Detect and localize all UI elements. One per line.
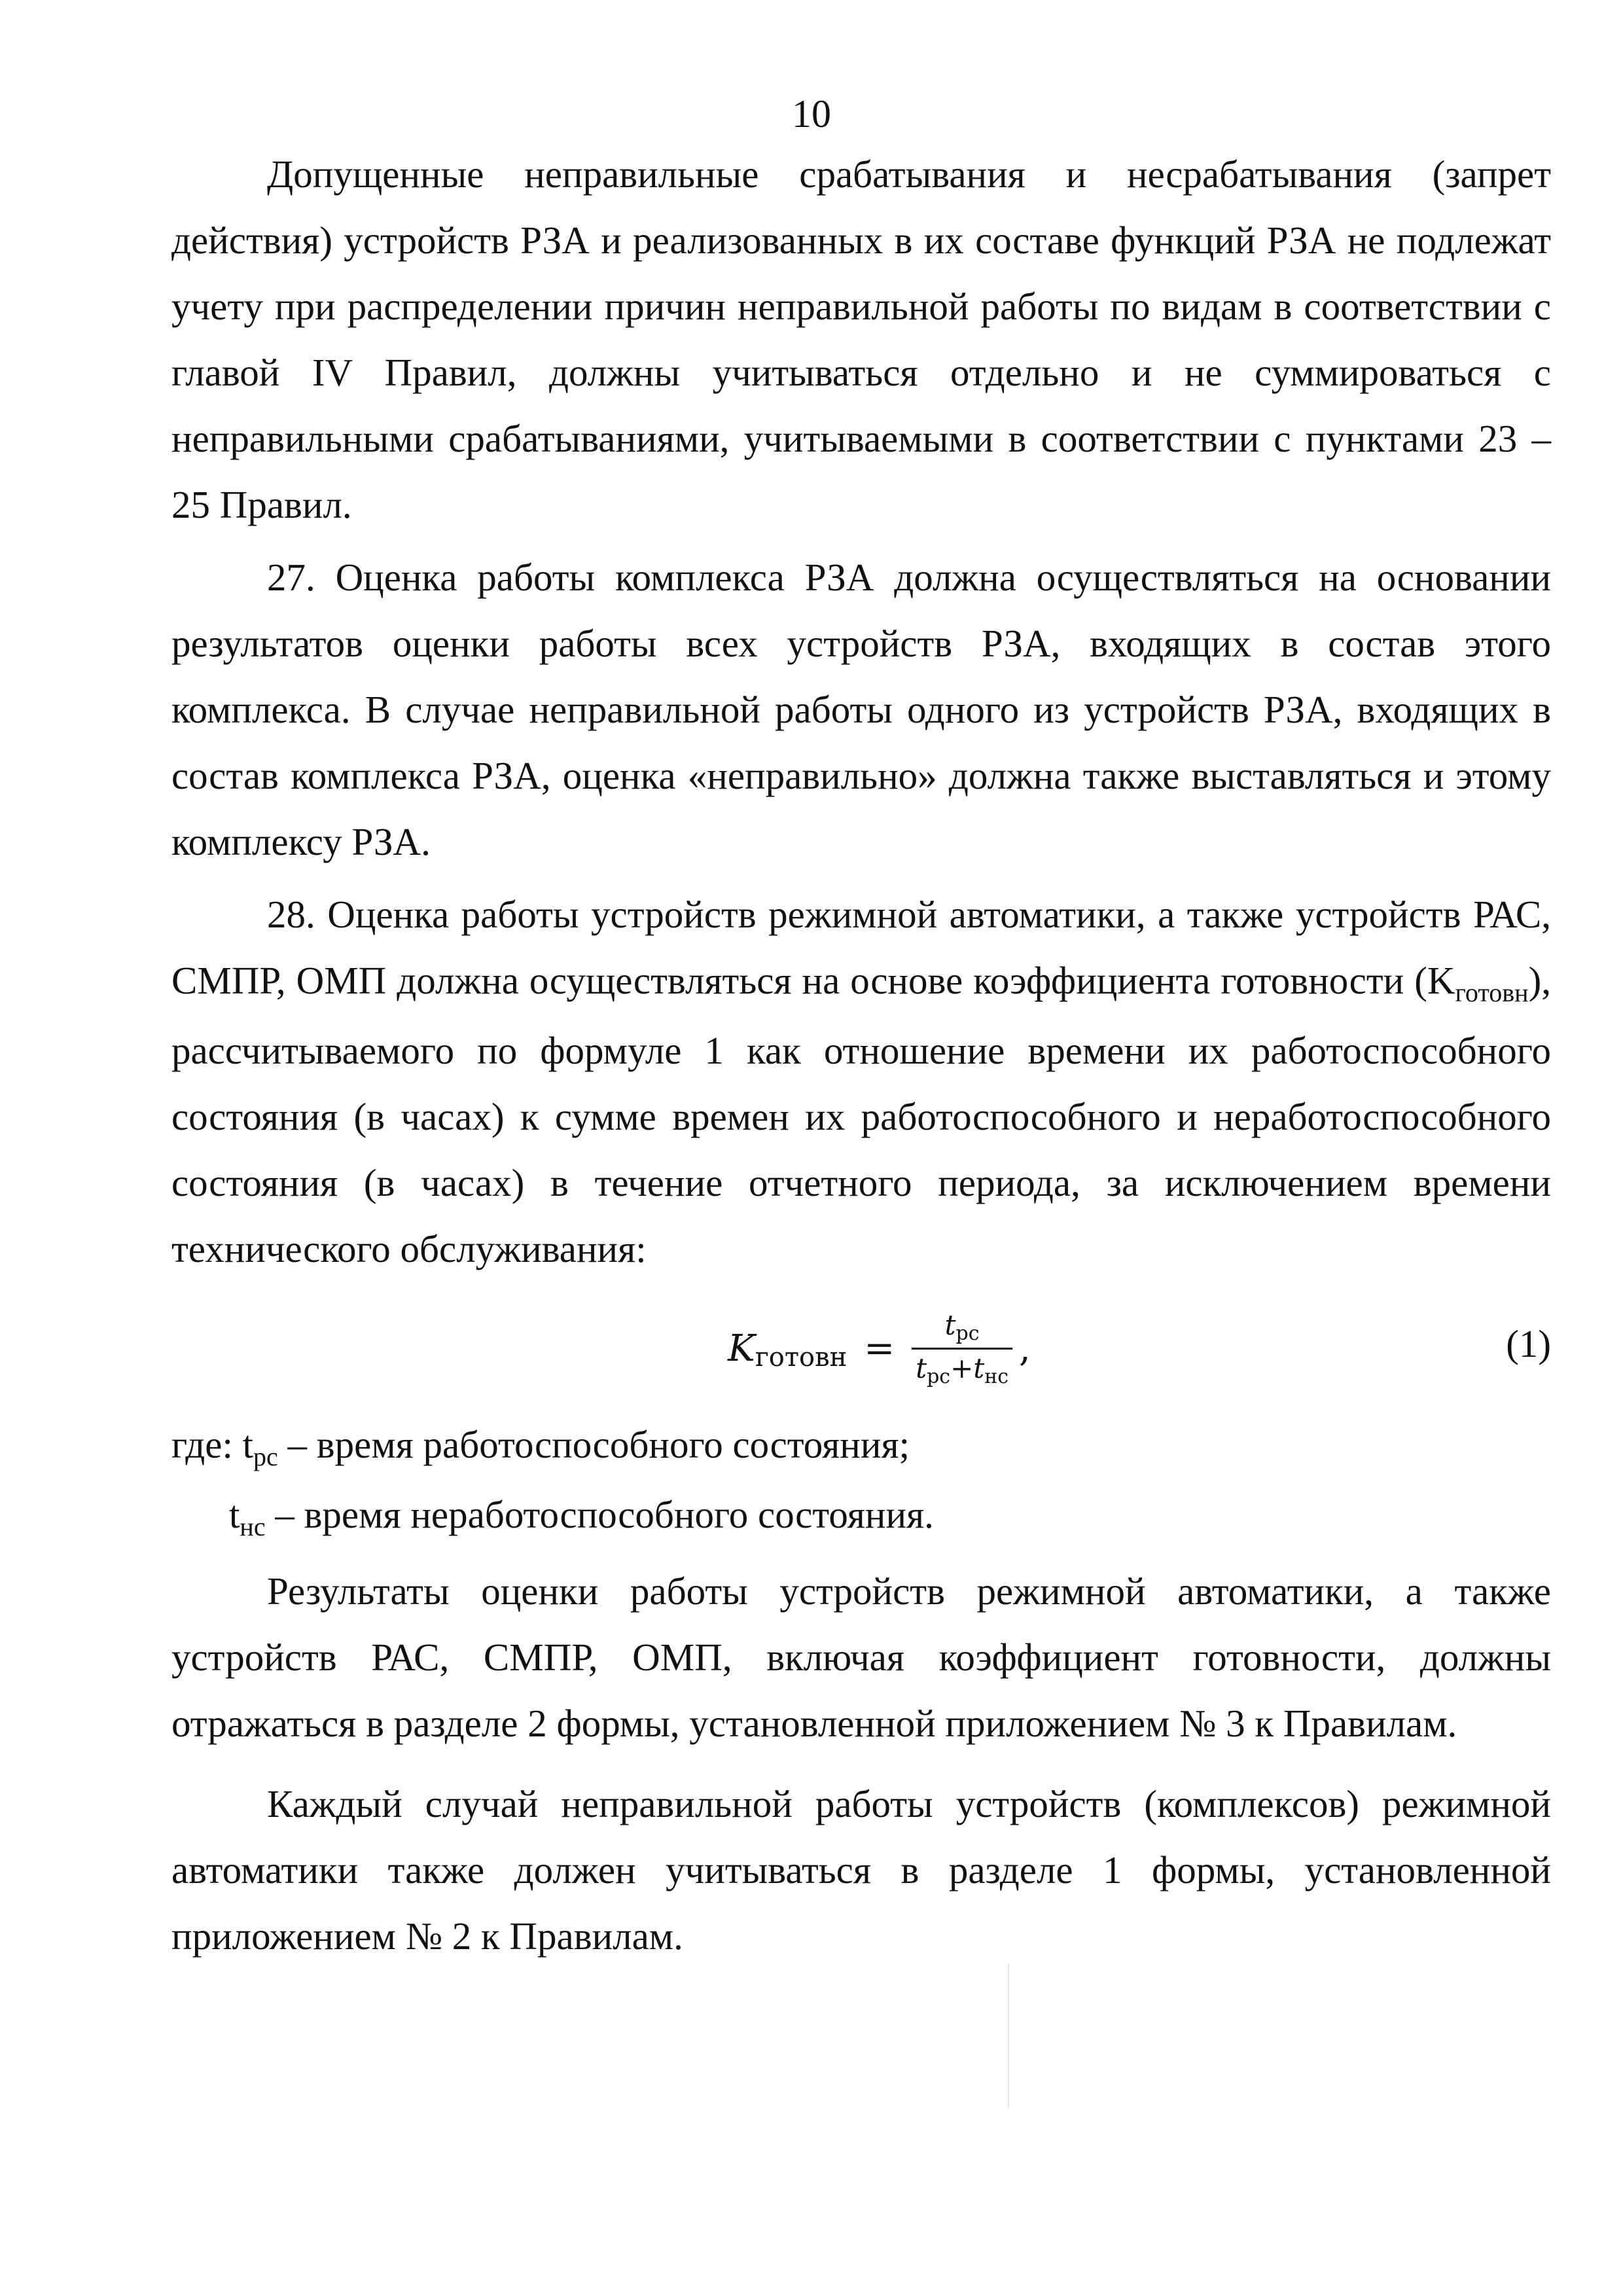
formula-lhs-symbol: K (728, 1327, 755, 1370)
paragraph-27: 27. Оценка работы комплекса РЗА должна осуществляться на основании результатов оценки работы всех устройств РЗА, входящих в состав этого комплекса. В случае неправильной работы одного из устройств РЗА, входящих в состав комплекса РЗА, оценка «неправильно» должна также выставляться и этому комплексу РЗА. (171, 556, 1551, 863)
document-body (171, 141, 1551, 1969)
paragraph-unaccounted-operations: Допущенные неправильные срабатывания и несрабатывания (запрет действия) устройств РЗА и реализованных в их составе функций РЗА не подлежат учету при распределении причин неправильной работы по видам в соответствии с главой IV Правил, должны учитываться отдельно и не суммироваться с неправильными срабатываниями, учитываемыми в соответствии с пунктами 23 – 25 Правил. (171, 152, 1551, 526)
formula-fraction (912, 1306, 1012, 1391)
formula-block (171, 1287, 1551, 1412)
formula-numerator: tрс (944, 1308, 980, 1345)
formula-denominator: tрс+tнс (916, 1352, 1008, 1388)
paragraph-results: Результаты оценки работы устройств режимной автоматики, а также устройств РАС, СМПР, ОМП, включая коэффициент готовности, должны отражаться в разделе 2 формы, установленной приложением № 3 к Правилам. (171, 1570, 1551, 1745)
definition-t-rs: где: $t_{рс}$ – время работоспособного состояния; (171, 1423, 910, 1471)
scan-artifact-line (1008, 1964, 1009, 2108)
page-number: 10 (792, 92, 831, 135)
formula-equals: = (864, 1327, 895, 1370)
definition-t-ns: $t_{нс}$ – время неработоспособного состояния. (229, 1493, 934, 1541)
readiness-coefficient-formula (728, 1293, 1031, 1404)
paragraph-28-text-end: ), рассчитываемого по формуле 1 как отношение времени их работоспособного состояния (в часах) к сумме времен их работоспособного и неработоспособного состояния (в часах) в течение отчетного периода, за исключением времени технического обслуживания: (171, 959, 1551, 1270)
paragraph-each-case: Каждый случай неправильной работы устройств (комплексов) режимной автоматики также должен учитываться в разделе 1 формы, установленной приложением № 2 к Правилам. (171, 1782, 1551, 1958)
formula-lhs-subscript: готовн (755, 1342, 847, 1372)
paragraph-28-text-start: 28. Оценка работы устройств режимной автоматики, а также устройств РАС, СМПР, ОМП должна осуществляться на основе коэффициента готовности (K (171, 893, 1551, 1002)
formula-comma: , (1019, 1327, 1031, 1370)
paragraph-28-subscript: готовн (1455, 978, 1529, 1007)
paragraph-28 (171, 882, 1551, 1282)
formula-number: (1) (1506, 1322, 1551, 1365)
